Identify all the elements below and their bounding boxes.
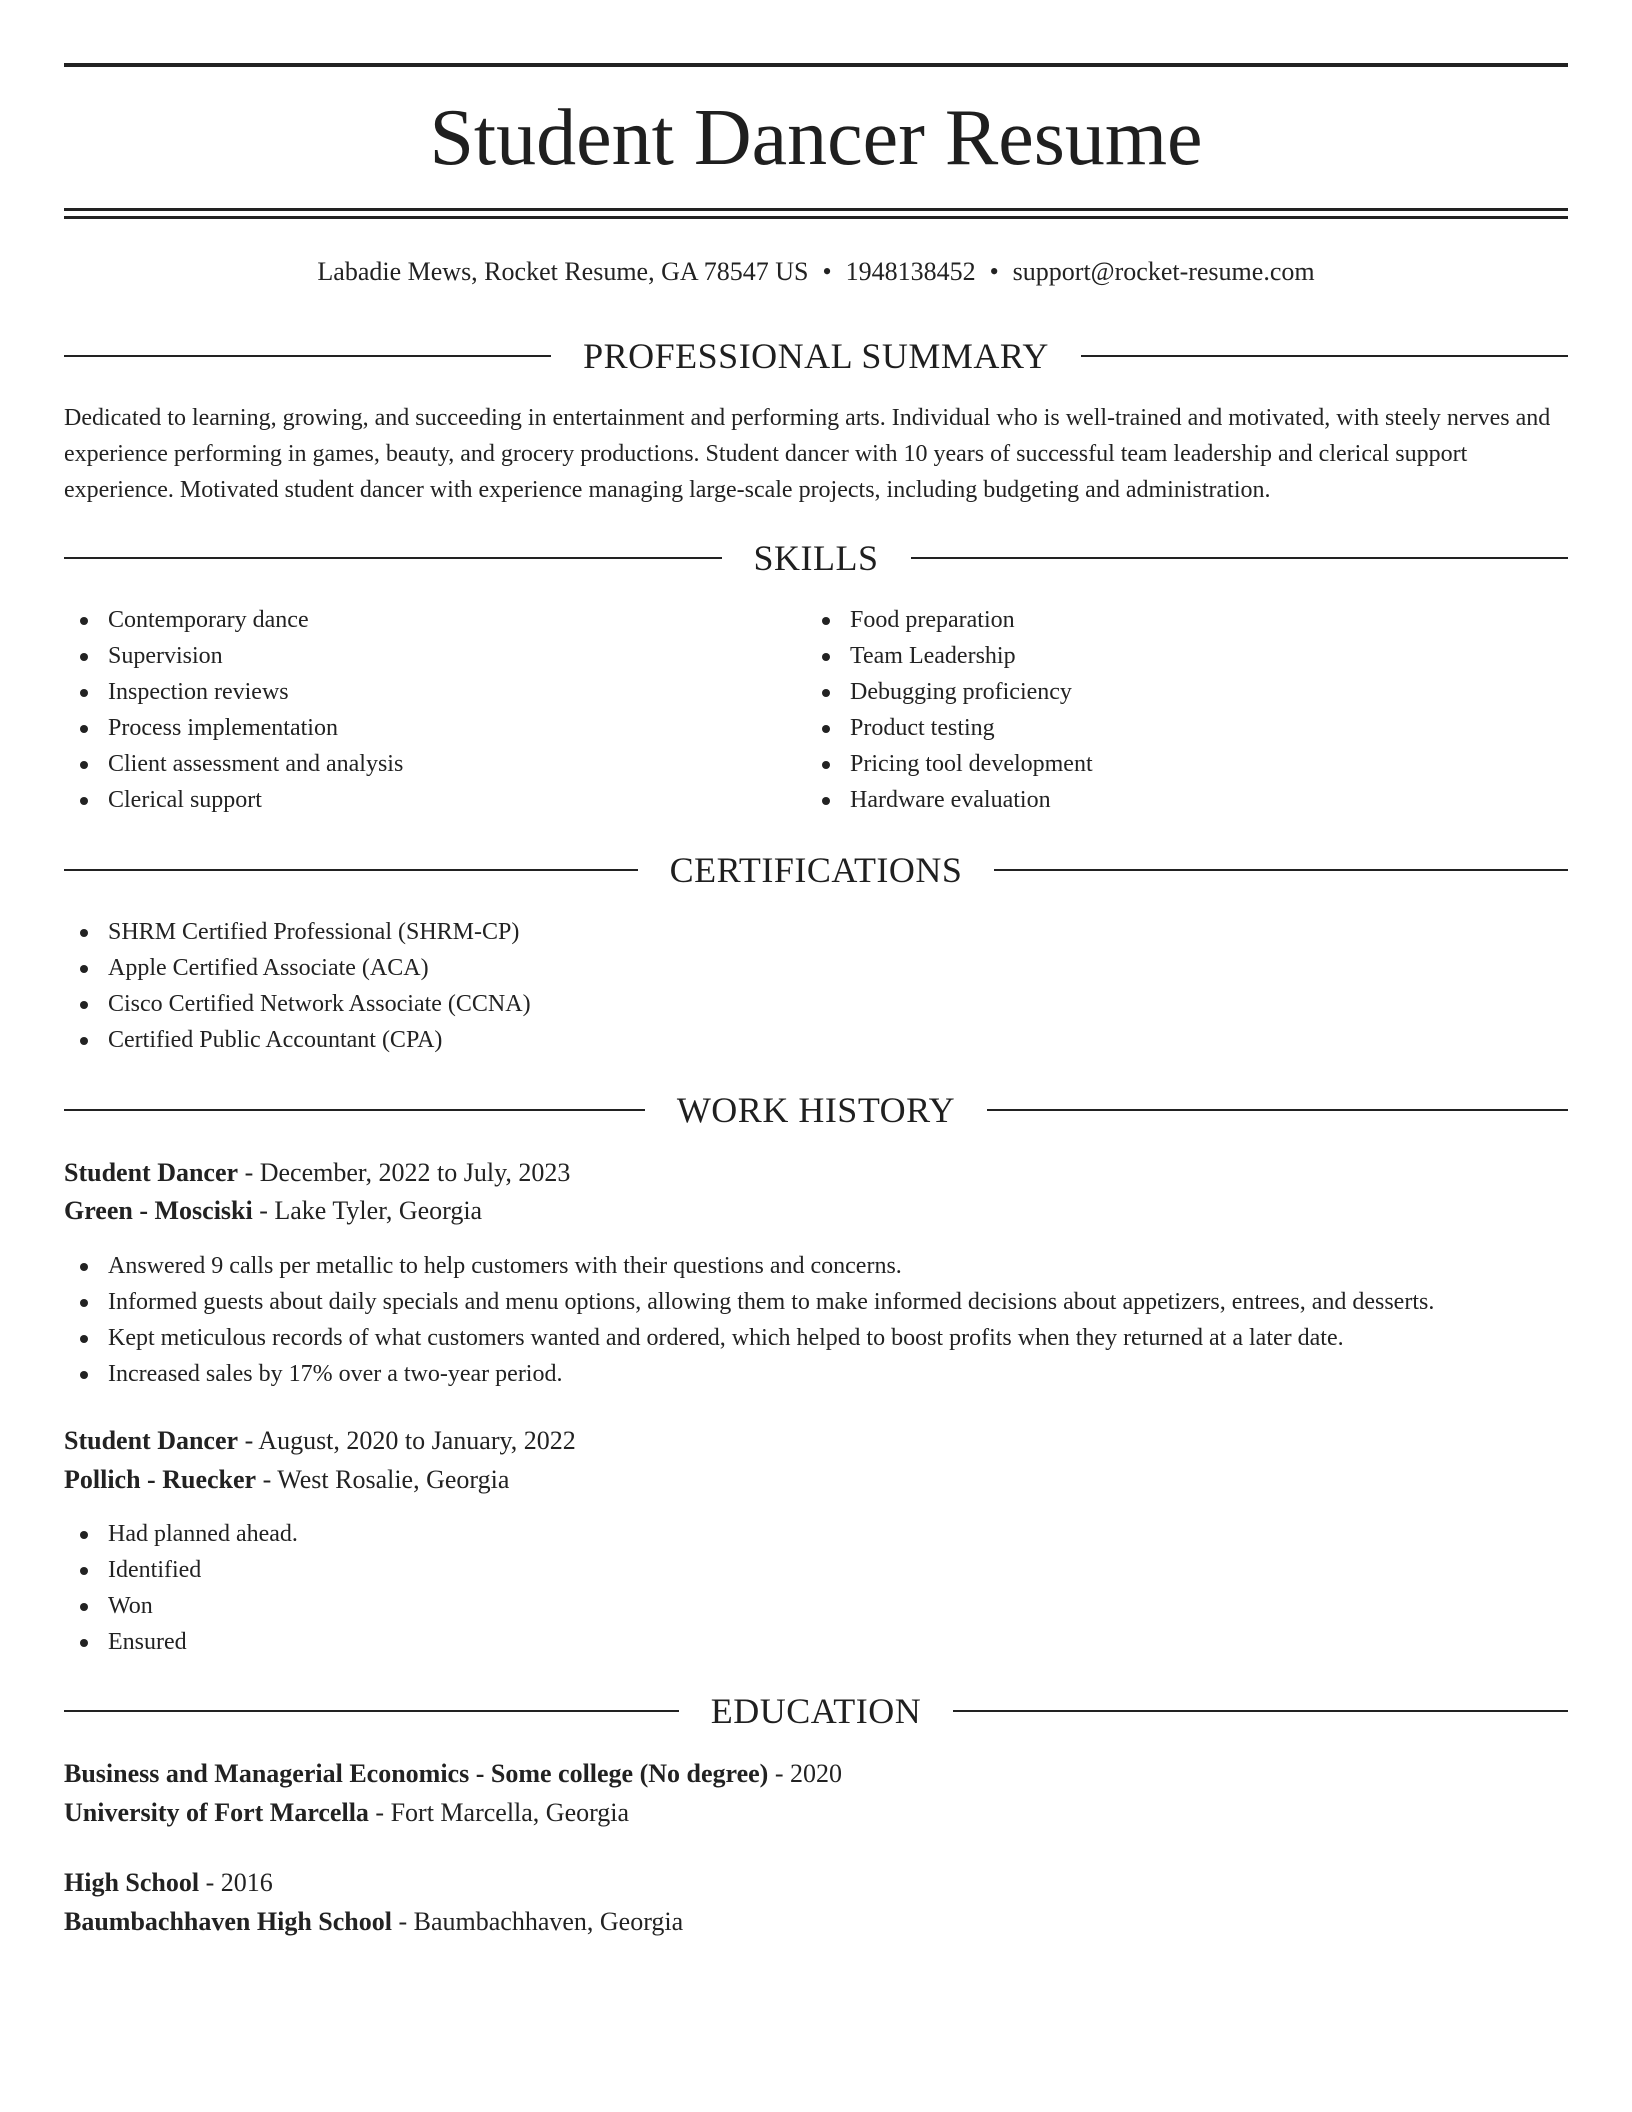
- job-bullet: Informed guests about daily specials and menu options, allowing them to make informed decisions about appetizers, entrees, and desserts.: [64, 1284, 1568, 1320]
- heading-rule-left: [64, 557, 722, 559]
- skill-item: Debugging proficiency: [806, 674, 1506, 710]
- skill-item: Clerical support: [64, 782, 764, 818]
- job-bullet: Answered 9 calls per metallic to help customers with their questions and concerns.: [64, 1248, 1568, 1284]
- section-title: WORK HISTORY: [676, 1090, 956, 1130]
- heading-rule-right: [994, 869, 1568, 871]
- job-company-line: [64, 1461, 1568, 1499]
- job-company-line: [64, 1192, 1568, 1230]
- contact-line: [64, 254, 1568, 290]
- section-heading-skills: [64, 536, 1568, 580]
- heading-rule-right: [953, 1710, 1568, 1712]
- education-degree: Business and Managerial Economics - Some college (No degree): [64, 1759, 769, 1788]
- skill-item: Hardware evaluation: [806, 782, 1506, 818]
- job-title: Student Dancer: [64, 1426, 239, 1455]
- certification-item: Certified Public Accountant (CPA): [64, 1022, 1568, 1058]
- education-school: Baumbachhaven High School: [64, 1907, 392, 1936]
- heading-rule-right: [987, 1109, 1568, 1111]
- heading-rule-right: [1081, 355, 1568, 357]
- section-heading-education: [64, 1689, 1568, 1733]
- job-bullet: Kept meticulous records of what customers wanted and ordered, which helped to boost profits when they returned at a later date.: [64, 1320, 1568, 1356]
- contact-separator: •: [989, 257, 999, 286]
- section-heading-certifications: [64, 848, 1568, 892]
- skill-item: Supervision: [64, 638, 764, 674]
- heading-rule-left: [64, 869, 638, 871]
- skill-item: Process implementation: [64, 710, 764, 746]
- skill-item: Contemporary dance: [64, 602, 764, 638]
- skill-item: Client assessment and analysis: [64, 746, 764, 782]
- skill-item: Product testing: [806, 710, 1506, 746]
- job-bullet: Ensured: [64, 1624, 1568, 1660]
- job-title-line: [64, 1154, 1568, 1192]
- certification-item: SHRM Certified Professional (SHRM-CP): [64, 914, 1568, 950]
- job-bullets: [64, 1516, 1568, 1660]
- education-location: - Fort Marcella, Georgia: [368, 1798, 630, 1827]
- section-title: CERTIFICATIONS: [669, 850, 963, 890]
- section-title: SKILLS: [753, 538, 879, 578]
- job-dates: - December, 2022 to July, 2023: [238, 1158, 571, 1187]
- education-location: - Baumbachhaven, Georgia: [391, 1907, 684, 1936]
- certification-item: Apple Certified Associate (ACA): [64, 950, 1568, 986]
- job-title-line: [64, 1422, 1568, 1460]
- education-year: - 2016: [199, 1868, 273, 1897]
- certifications-list: [64, 914, 1568, 1058]
- job-location: - West Rosalie, Georgia: [256, 1465, 510, 1494]
- job-bullet: Won: [64, 1588, 1568, 1624]
- job-location: - Lake Tyler, Georgia: [252, 1196, 483, 1225]
- section-title: EDUCATION: [710, 1691, 922, 1731]
- page-title: Student Dancer Resume: [429, 94, 1203, 182]
- job-title: Student Dancer: [64, 1158, 239, 1187]
- education-degree: High School: [64, 1868, 200, 1897]
- education-year: - 2020: [768, 1759, 843, 1788]
- skill-item: Food preparation: [806, 602, 1506, 638]
- contact-email[interactable]: support@rocket-resume.com: [1012, 257, 1315, 286]
- education-degree-line: [64, 1864, 1568, 1902]
- job-bullet: Had planned ahead.: [64, 1516, 1568, 1552]
- header-bottom-rule-1: [64, 208, 1568, 211]
- skill-item: Inspection reviews: [64, 674, 764, 710]
- section-heading-work-history: [64, 1088, 1568, 1132]
- job-bullet: Increased sales by 17% over a two-year period.: [64, 1356, 1568, 1392]
- section-heading-summary: [64, 334, 1568, 378]
- header-top-rule: [64, 63, 1568, 67]
- header-bottom-rule-2: [64, 216, 1568, 219]
- education-degree-line: [64, 1755, 1568, 1793]
- contact-phone: 1948138452: [845, 257, 976, 286]
- education-school-line: [64, 1903, 1568, 1941]
- job-bullet: Identified: [64, 1552, 1568, 1588]
- education-school: University of Fort Marcella: [64, 1798, 369, 1827]
- heading-rule-left: [64, 1109, 645, 1111]
- job-company: Green - Mosciski: [64, 1196, 253, 1225]
- skill-item: Team Leadership: [806, 638, 1506, 674]
- heading-rule-left: [64, 1710, 679, 1712]
- section-title: PROFESSIONAL SUMMARY: [583, 336, 1049, 376]
- summary-text: Dedicated to learning, growing, and succeeding in entertainment and performing arts. Individual who is well-trained and motivated, with steely nerves and experience performing in games, beauty, and grocery productions. Student dancer with 10 years of successful team leadership and clerical support experience. Motivated student dancer with experience managing large-scale projects, including budgeting and administration.: [64, 405, 1551, 503]
- skills-list-left: [64, 602, 764, 818]
- heading-rule-left: [64, 355, 551, 357]
- job-company: Pollich - Ruecker: [64, 1465, 257, 1494]
- certification-item: Cisco Certified Network Associate (CCNA): [64, 986, 1568, 1022]
- skill-item: Pricing tool development: [806, 746, 1506, 782]
- skills-list-right: [806, 602, 1506, 818]
- job-dates: - August, 2020 to January, 2022: [238, 1426, 576, 1455]
- contact-address: Labadie Mews, Rocket Resume, GA 78547 US: [317, 257, 809, 286]
- contact-separator: •: [822, 257, 832, 286]
- heading-rule-right: [911, 557, 1569, 559]
- education-school-line: [64, 1794, 1568, 1832]
- job-bullets: [64, 1248, 1568, 1392]
